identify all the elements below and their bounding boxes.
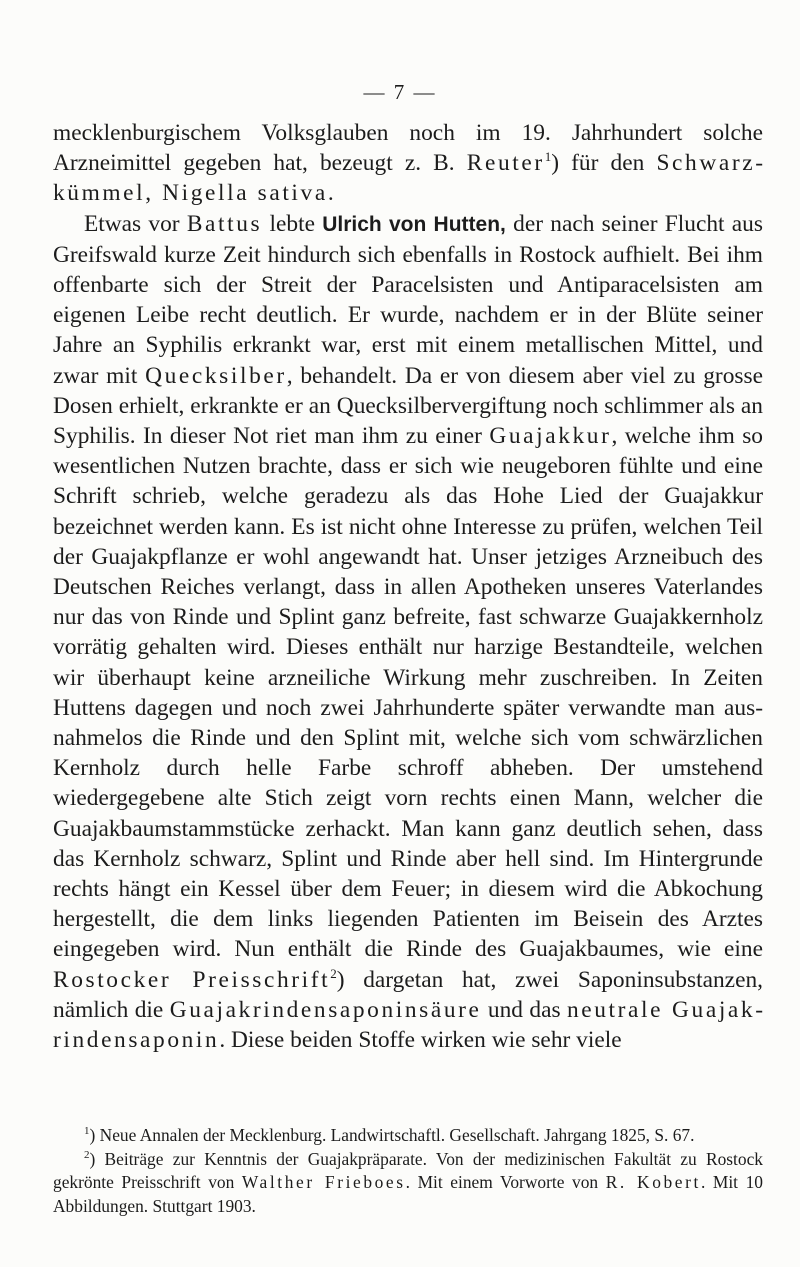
name-reuter: Reuter bbox=[466, 150, 545, 177]
term-schwarzkuemmel: Schwarzkümmel, Nigella sativa bbox=[53, 150, 763, 207]
footnote-ref-2: 2 bbox=[330, 965, 337, 981]
text-run: lebte bbox=[262, 210, 323, 237]
footnote-mark-1: 1 bbox=[84, 1125, 90, 1138]
name-hutten: Ulrich von Hutten, bbox=[322, 212, 506, 236]
text-run: . bbox=[327, 180, 334, 207]
text-run: . Diese beiden Stoffe wirken wie sehr viele bbox=[219, 1027, 622, 1054]
footnotes bbox=[53, 1124, 763, 1218]
term-saponinsaeure: Guajakrindensaponinsäure bbox=[169, 996, 482, 1023]
main-text bbox=[53, 118, 763, 1055]
text-run: ) für den bbox=[551, 150, 657, 177]
text-run: , behandelt. Da er von diesem aber viel zu grosse Dosen erhielt, erkrankte er an Quecksilbervergiftung noch schlimmer als an Syphilis. In dieser Not riet man ihm zu einer bbox=[53, 362, 763, 450]
page-number: — 7 — bbox=[363, 80, 437, 104]
term-quecksilber: Quecksilber bbox=[145, 362, 287, 389]
paragraph-2 bbox=[53, 209, 763, 1056]
footnote-2 bbox=[53, 1148, 763, 1219]
footnote-ref-1: 1 bbox=[544, 149, 552, 165]
paragraph-1 bbox=[53, 118, 763, 209]
footnote-mark-2: 2 bbox=[84, 1148, 90, 1161]
term-guajakkur: Guajakkur bbox=[489, 423, 612, 450]
text-run: , welche ihm so wesentlichen Nutzen brachte, dass er sich wie neugeboren fühlte und eine Schrift schrieb, welche geradezu als das Hohe Lied der Guajakkur bezeichnet werden kann. Es ist nicht ohne Interesse zu prüfen, welchen Teil der Guajakpflanze er wohl angewandt hat. Unser jetziges Arzneibuch des Deutschen Reiches verlangt, dass in allen Apotheken unseres Vaterlandes nur das von Rinde und Splint ganz befreite, fast schwarze Guajakkernholz vorrätig gehalten wird. Dieses enthält nur harzige Bestandteile, welchen wir überhaupt keine arzneiliche Wirkung mehr zuschreiben. In Zeiten Huttens dagegen und noch zwei Jahrhunderte später verwandte man ausnahmelos die Rinde und den Splint mit, welche sich vom schwärzlichen Kernholz durch helle Farbe schroff abheben. Der umstehend wiedergegebene alte Stich zeigt vorn rechts einen Mann, welcher die Guajakbaumstammstücke zerhackt. Man kann ganz deutlich sehen, dass das Kernholz schwarz, Splint und Rinde aber hell sind. Im Hintergrunde rechts hängt ein Kessel über dem Feuer; in diesem wird die Abkochung hergestellt, die dem links liegenden Patienten im Beisein des Arztes eingegeben wird. Nun enthält die Rinde des Guajakbaumes, wie eine bbox=[53, 423, 763, 963]
author-frieboes: Walther Frieboes bbox=[241, 1172, 406, 1193]
footnote-text: . Mit 10 Abbildungen. Stuttgart 1903. bbox=[53, 1172, 764, 1216]
footnote-1 bbox=[53, 1124, 763, 1148]
name-battus: Battus bbox=[186, 210, 263, 237]
text-run: und das bbox=[481, 996, 567, 1023]
author-kobert: R. Kobert bbox=[605, 1172, 701, 1193]
text-run: ) dargetan hat, zwei Saponinsubstanzen, nämlich die bbox=[53, 966, 763, 1023]
term-rostocker-preisschrift: Rostocker Preisschrift bbox=[53, 966, 331, 993]
footnote-text: ) Neue Annalen der Mecklenburg. Landwirtschaftl. Gesellschaft. Jahrgang 1825, S. 67. bbox=[89, 1125, 695, 1145]
text-run: mecklenburgischem Volksglauben noch im 19. Jahrhundert solche Arzneimittel gegeben hat, bezeugt z. B. bbox=[53, 120, 763, 177]
footnote-text: ) Beiträge zur Kenntnis der Guajakpräparate. Von der medizinischen Fakultät zu Rostock gekrönte Preisschrift von bbox=[53, 1148, 763, 1193]
footnote-text: . Mit einem Vorworte von bbox=[405, 1172, 606, 1193]
text-run: Etwas vor bbox=[84, 210, 187, 237]
text-run: der nach seiner Flucht aus Greifswald kurze Zeit hindurch sich ebenfalls in Rostock aufhielt. Bei ihm offenbarte sich der Streit der Paracelsisten und Antiparacelsisten am eigenen Leibe recht deutlich. Er wurde, nachdem er in der Blüte seiner Jahre an Syphilis erkrankt war, erst mit einem metallischen Mittel, und zwar mit bbox=[53, 210, 763, 389]
term-neutrales-saponin: neutrale Guajakrindensaponin bbox=[53, 996, 764, 1054]
